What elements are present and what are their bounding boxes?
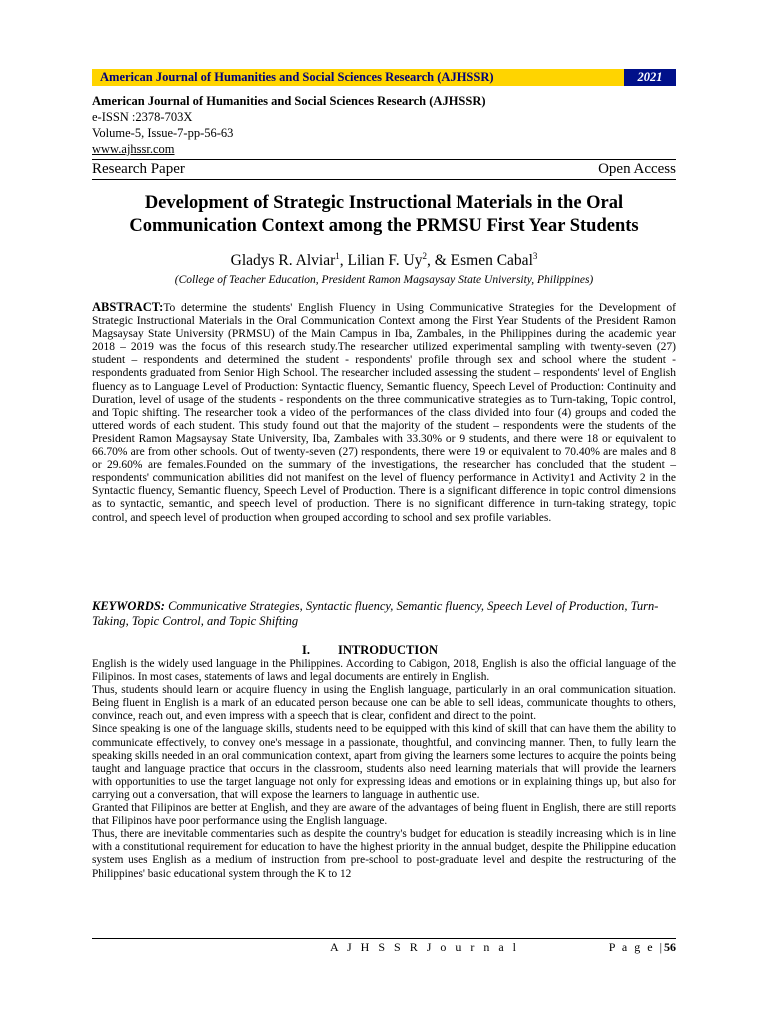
- footer-divider: [92, 938, 676, 939]
- banner-journal-title: American Journal of Humanities and Social Sciences Research (AJHSSR): [100, 70, 494, 84]
- section-number: I.: [302, 643, 310, 657]
- section-title: INTRODUCTION: [338, 643, 439, 657]
- journal-banner: [92, 69, 676, 86]
- introduction-body: [92, 658, 676, 881]
- footer-page: [609, 940, 676, 955]
- author-name: Gladys R. Alviar: [230, 252, 336, 270]
- article-type-row: [92, 159, 676, 180]
- abstract-label: ABSTRACT:: [92, 300, 164, 314]
- author-affiliation-mark: 3: [532, 251, 538, 261]
- journal-title: American Journal of Humanities and Social Sciences Research (AJHSSR): [92, 94, 486, 108]
- banner-year: 2021: [624, 69, 676, 86]
- article-title: Development of Strategic Instructional Materials in the Oral Communication Context among the PRMSU First Year Students: [129, 193, 639, 236]
- page-label: P a g e |: [608, 940, 664, 954]
- author-affiliation-mark: 2: [422, 251, 427, 261]
- author-list: [92, 251, 676, 270]
- article-type-label: Research Paper: [92, 161, 185, 177]
- footer-journal: A J H S S R J o u r n a l: [330, 940, 520, 954]
- journal-info: [92, 93, 486, 157]
- author-affiliation-mark: 1: [335, 251, 340, 261]
- abstract: [92, 301, 676, 525]
- author-name: Lilian F. Uy: [347, 252, 423, 270]
- paragraph: Thus, students should learn or acquire fluency in using the English language, particularly in an oral communication situation. Being fluent in English is a mark of an educated person because one can be able to sell ideas, communicate thoughts to others, convince, reach out, and even impress with a speech that is clear, confident and direct to the point.: [92, 684, 676, 723]
- author-affiliation: (College of Teacher Education, President Ramon Magsaysay State University, Philippines): [174, 274, 594, 286]
- paragraph: Since speaking is one of the language skills, students need to be equipped with this kind of skill that can have them the ability to communicate effectively, to convey one's message in a passionate, thoughtful, and convincing manner. Then, to fully learn the speaking skills needed in an oral communication context, apart from giving the learners some lectures to acquire the points being taught and language practice that occurs in the classroom, students also need learning materials that will provide the learners with opportunities to use the target language not only for expressing ideas and emotions or in explaining things up, but also for carrying out a conversation, that will expose the learners to language in authentic use.: [92, 723, 676, 801]
- journal-website-link[interactable]: www.ajhssr.com: [92, 142, 175, 156]
- paragraph: English is the widely used language in the Philippines. According to Cabigon, 2018, English is also the official language of the Filipinos. In most cases, statements of laws and legal documents are entirely in English.: [92, 658, 676, 684]
- keywords: [92, 599, 676, 629]
- journal-issn: e-ISSN :2378-703X: [92, 110, 193, 124]
- abstract-text: To determine the students' English Fluency in Using Communicative Strategies for the Development of Strategic Instructional Materials in the Oral Communication Context among the First Year Students of the President Ramon Magsaysay State University (PRMSU) of the Main Campus in Iba, Zambales, in the Philippines during the academic year 2018 – 2019 was the focus of this research study.The researcher utilized experimental sampling with twenty-seven (27) student – respondents and determined the student - respondents' profile through sex and school where the student - respondents graduated from Senior High School. The researcher included assessing the student – respondents' level of English fluency as to Language Level of Production: Syntactic fluency, Semantic fluency, Speech Level of Production: Continuity and Duration, level of usage of the students - respondents on the three communicative strategies as to Turn-taking, Topic control, and Topic shifting. The researcher took a video of the performances of the class divided into four (4) groups and coded the uttered words of each student. This study found out that the majority of the student – respondents were the students of the President Ramon Magsaysay State University, Iba, Zambales with 33.30% or 9 students, and there were 18 or equivalent to 66.70% are from other schools. Out of twenty-seven (27) respondents, there were 19 or equivalent to 70.40% are males and 8 or 29.60% are females.Founded on the summary of the investigations, the researcher has concluded that the student – respondents' communication abilities did not manifest on the level of fluency performance in Activity1 and Activity 2 in the Syntactic fluency, Semantic fluency, Speech Level of Production. There is a significant difference in topic control dimensions as to syntactic, semantic, and speech level of production. There is no significant difference in turn-taking strategy, topic control, and speech level of production when grouped according to school and sex profile variables.: [92, 302, 676, 524]
- author-name: Esmen Cabal: [450, 252, 533, 270]
- author-separator: ,: [339, 252, 348, 270]
- keywords-text: Communicative Strategies, Syntactic fluency, Semantic fluency, Speech Level of Production, Turn-Taking, Topic Control, and Topic Shifting: [92, 599, 659, 628]
- paragraph: Thus, there are inevitable commentaries such as despite the country's budget for education is steadily increasing which is in line with a constitutional requirement for education to have the highest priority in the annual budget, despite the Philippine education system uses English as a medium of instruction from pre-school to post-graduate level and despite the restructuring of the Philippines' basic educational system through the K to 12: [92, 828, 676, 880]
- page-number: 56: [664, 940, 676, 954]
- author-separator: , &: [426, 252, 451, 270]
- paragraph: Granted that Filipinos are better at English, and they are aware of the advantages of being fluent in English, there are still reports that Filipinos have poor performance using the English language.: [92, 802, 676, 828]
- journal-volume: Volume-5, Issue-7-pp-56-63: [92, 126, 234, 140]
- open-access-label: Open Access: [598, 161, 676, 177]
- keywords-label: KEYWORDS:: [92, 599, 165, 613]
